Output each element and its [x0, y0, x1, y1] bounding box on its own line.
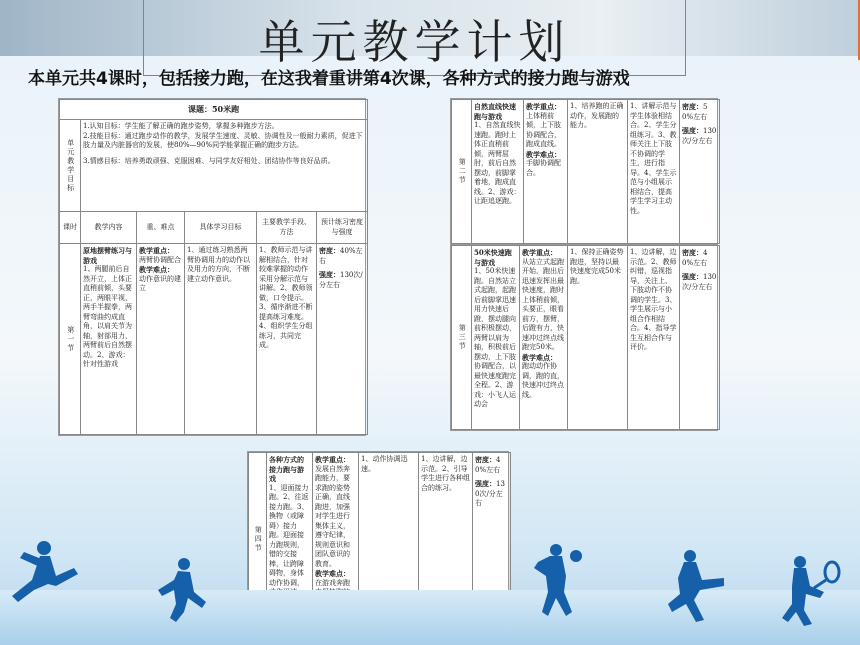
- header-content: 教学内容: [81, 212, 137, 244]
- section-label: 第二节: [452, 100, 472, 244]
- density-cell: 密度：40%左右 强度：130次/分左右: [473, 453, 511, 627]
- hurdler-silhouette-icon: [650, 548, 730, 628]
- content-cell: 原地摆臂练习与游戏 1、两腿前后自然开立，上体正直稍前倾，头要正，两眼平视，两手半握拳，两臂弯曲约成直角，以肩关节为轴，射部用力，两臂前后自然摆动。2、游戏：针对性游戏: [81, 244, 137, 435]
- section-label: 第三节: [452, 246, 472, 430]
- key-points-cell: 教学重点： 上体稍前倾，上下肢协调配合，跑成直线。 教学难点： 手脚协调配合。: [524, 100, 568, 244]
- goal-label: 单元教学目标: [60, 120, 81, 212]
- floor-band: [0, 590, 860, 645]
- goals-cell: 1、通过练习熟悉两臂协调用力的动作以及用力的方向，不断建立动作意识。: [185, 244, 257, 435]
- goals-cell: 1、培养跑的正确动作，发展跑的能力。: [568, 100, 628, 244]
- density-cell: 密度：40%左右 强度：130次/分左右: [680, 246, 720, 430]
- methods-cell: 1、边讲解，边示范。2、引导学生进行各种组合的练习。: [419, 453, 473, 627]
- key-points-cell: 教学重点： 两臂协调配合 教学难点： 动作意识的建立: [137, 244, 185, 435]
- goals-cell: 1、动作协调迅速。: [359, 453, 419, 627]
- course-title: 课题：50米跑: [60, 100, 368, 120]
- header-methods: 主要教学手段、方法: [257, 212, 317, 244]
- lesson-plan-section-3: [450, 244, 718, 431]
- section-label: 第四节: [249, 453, 267, 627]
- lesson-plan-section-2: [450, 98, 718, 245]
- methods-cell: 1、教师示范与讲解相结合，针对较难掌握的动作采用分解示范与讲解。2、教师领做，口令提示。3、循序渐进不断提高练习难度。4、组织学生分组练习，共同完成。: [257, 244, 317, 435]
- lesson-plan-section-1: [58, 98, 366, 436]
- intro-text: 本单元共4课时，包括接力跑，在这我着重讲第4次课，各种方式的接力跑与游戏: [28, 69, 630, 89]
- methods-cell: 1、讲解示范与学生体验相结合。2、学生分组练习。3、教师关注上下肢不协调的学生，进行指导。4、学生示范与小组展示相结合，提高学生学习主动性。: [628, 100, 680, 244]
- slide-title: 单元教学计划: [258, 15, 571, 69]
- section-label: 第一节: [60, 244, 81, 435]
- key-points-cell: 教学重点： 发展自然奔跑能力，要求跑的姿势正确，直线跑进，加强对学生进行集体主义，遵守纪律，规则意识和团队意识的教育。 教学难点： 在游戏奔跑: [313, 453, 359, 627]
- content-cell: 50米快速跑与游戏 1、50米快速跑。自然站立式起跑，起跑后前脚掌迅速用力快速后蹬，摆动腿向前积极摆动，两臂以肩为轴，积极前后摆动，上下肢协调配合，以最快速度跑完全程。2、游戏：小飞人运动会: [472, 246, 520, 430]
- content-cell: 各种方式的接力跑与游戏 1、迎面接力跑。2、往返接力跑。3、換物（或障碍）接力跑。迎面接力跑规则，错的交接棒，让跨障碍物，身体动作协调，: [267, 453, 313, 627]
- tennis-player-silhouette-icon: [774, 552, 846, 630]
- header-key-points: 重、难点: [137, 212, 185, 244]
- runner-silhouette-icon: [150, 556, 210, 626]
- breakdancer-silhouette-icon: [4, 532, 84, 612]
- density-cell: 密度：50%左右 强度：130次/分左右: [680, 100, 720, 244]
- content-cell: 自然直线快速跑与游戏 1、自然直线快速跑。跑时上体正直稍前倾，两臂屈肘，前后自然摆动，前脚掌着地，跑成直线。2、游戏：让距追逐跑。: [472, 100, 524, 244]
- density-cell: 密度：40%左右 强度：130次/分左右: [317, 244, 368, 435]
- goal-text: 1.认知目标：学生能了解正确的跑步姿势，掌握多种跑步方法。 2.技能目标：通过跑步动作的教学，发展学生速度、灵敏、协调性及一般耐力素质，促进下肢力量及内脏器官的发展，使80%—90%同学能掌握正确的跑步方法。 3.情感目标：培养勇敢顽强、克服困难、与同学友好相处、团结协作等良好品质。: [81, 120, 368, 212]
- key-points-cell: 教学重点： 从站立式起跑开始，跑出后迅速发挥出最快速度，跑时上体稍前倾，头要正，眼看前方，摆臂，后蹬有力，快速冲过终点线跑完50米。 教学难点： 跑动动作协调，跑的直，快速冲过终点线。: [520, 246, 568, 430]
- goals-cell: 1、保持正确姿势跑进，坚持以最快速度完成50米跑。: [568, 246, 628, 430]
- header-lesson: 课时: [60, 212, 81, 244]
- methods-cell: 1、边讲解，边示范。2、教师纠错，巡视指导，关注上、下肢动作不协调的学生。3、学生展示与小组合作相结合。4、指导学生互相合作与评价。: [628, 246, 680, 430]
- header-goals: 具体学习目标: [185, 212, 257, 244]
- volleyball-player-silhouette-icon: [526, 542, 590, 626]
- header-density: 预计练习密度与强度: [317, 212, 368, 244]
